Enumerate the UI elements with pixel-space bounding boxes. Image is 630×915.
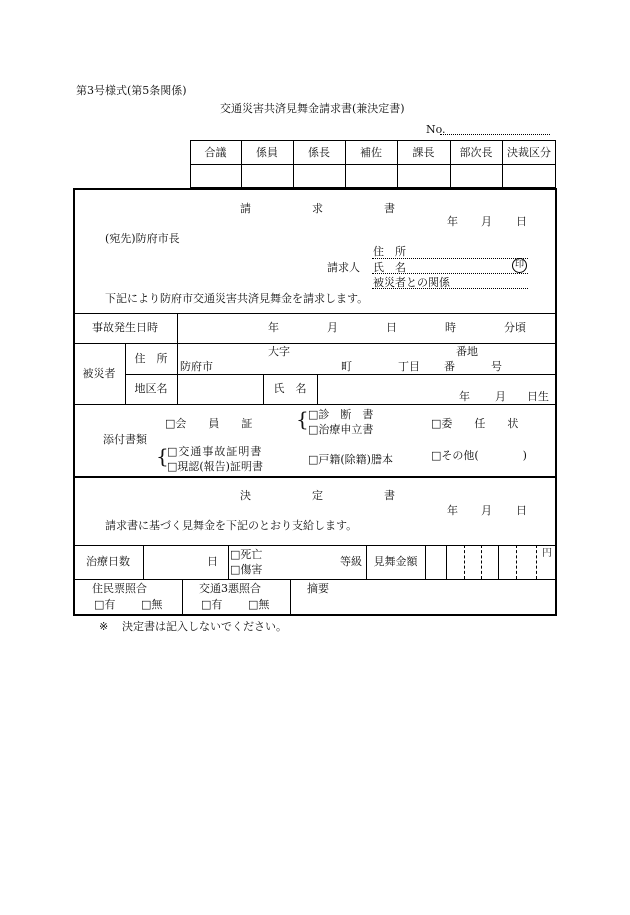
decision-statement: 請求書に基づく見舞金を下記のとおり支給します。 — [105, 519, 358, 532]
amount-digit-line — [464, 545, 465, 579]
victim-city: 防府市 — [180, 360, 213, 373]
grade-label: 等級 — [340, 555, 362, 568]
request-date-month: 月 — [481, 215, 492, 228]
decision-separator — [73, 476, 557, 478]
brace-icon: { — [296, 407, 309, 431]
claimant-name-label: 氏 名 — [373, 261, 406, 274]
attach-treatment-statement[interactable]: □治療申立書 — [308, 423, 374, 436]
footer-mark: ※ — [99, 620, 109, 633]
attach-member-card[interactable]: □会 員 証 — [165, 417, 253, 430]
treatment-day-unit: 日 — [207, 555, 218, 568]
resident-yes[interactable]: □有 — [94, 598, 116, 611]
attachments-label: 添付書類 — [103, 433, 147, 446]
row-line — [73, 545, 557, 546]
resident-no[interactable]: □無 — [141, 598, 163, 611]
victim-chome: 丁目 — [398, 360, 420, 373]
seal-mark: 印 — [512, 258, 527, 273]
victim-go: 号 — [491, 360, 502, 373]
traffic-check-label: 交通3悪照合 — [199, 582, 261, 595]
col-line — [177, 313, 178, 343]
amount-digit-line — [498, 545, 499, 579]
victim-banchi: 番地 — [456, 345, 478, 358]
row-line — [73, 404, 557, 405]
approval-col-kessai: 決裁区分 — [507, 146, 551, 159]
approval-col-hosa: 補佐 — [360, 146, 382, 159]
resident-check-label: 住民票照合 — [92, 582, 147, 595]
brace-icon: { — [156, 444, 169, 468]
decision-heading-2: 定 — [312, 489, 323, 502]
claimant-address-label: 住 所 — [373, 245, 406, 258]
no-label: No. — [426, 123, 446, 136]
accident-hour: 時 — [445, 321, 456, 334]
victim-aza: 大字 — [268, 345, 290, 358]
traffic-yes[interactable]: □有 — [201, 598, 223, 611]
relation-field[interactable] — [372, 288, 528, 289]
injury-option[interactable]: □傷害 — [230, 563, 263, 576]
request-date-day: 日 — [516, 215, 527, 228]
approval-col-kakaricho: 係長 — [308, 146, 330, 159]
no-field[interactable] — [440, 134, 550, 135]
victim-name-label: 氏 名 — [273, 382, 307, 395]
decision-heading-1: 決 — [240, 489, 251, 502]
attach-diagnosis[interactable]: □診 断 書 — [308, 408, 374, 421]
birth-month: 月 — [495, 390, 506, 403]
district-label: 地区名 — [134, 382, 168, 395]
approval-col-gougi: 合議 — [204, 146, 227, 159]
form-title: 交通災害共済見舞金請求書(兼決定書) — [220, 102, 405, 115]
birth-year: 年 — [459, 390, 470, 403]
treatment-days-label: 治療日数 — [86, 555, 130, 568]
decision-date-day: 日 — [516, 504, 527, 517]
attach-family-register[interactable]: □戸籍(除籍)謄本 — [308, 453, 393, 466]
attach-power-of-attorney[interactable]: □委 任 状 — [431, 417, 519, 430]
row-line — [73, 579, 557, 580]
accident-month: 月 — [327, 321, 338, 334]
amount-label: 見舞金額 — [373, 555, 418, 568]
relation-label: 被災者との関係 — [373, 276, 450, 289]
death-option[interactable]: □死亡 — [230, 548, 263, 561]
attach-witness-certificate[interactable]: □現認(報告)証明書 — [167, 460, 263, 473]
yen-label: 円 — [542, 548, 552, 559]
accident-date-label: 事故発生日時 — [92, 321, 158, 334]
claimant-address-field[interactable] — [372, 258, 528, 259]
victim-machi: 町 — [341, 360, 352, 373]
col-line — [425, 545, 426, 579]
approval-col-bujicho: 部次長 — [459, 146, 493, 159]
traffic-no[interactable]: □無 — [248, 598, 270, 611]
amount-digit-line — [516, 545, 517, 579]
addressee: (宛先)防府市長 — [105, 232, 180, 245]
summary-label: 摘要 — [307, 582, 329, 595]
attach-other[interactable]: □その他( ) — [431, 449, 527, 462]
amount-digit-line — [481, 545, 482, 579]
request-heading-1: 請 — [240, 202, 251, 215]
col-line — [228, 545, 229, 579]
decision-date-month: 月 — [481, 504, 492, 517]
col-line — [143, 545, 144, 579]
birth-day: 日生 — [527, 390, 549, 403]
approval-col-kakariin: 係員 — [256, 146, 278, 159]
row-line — [73, 313, 557, 314]
decision-heading-3: 書 — [384, 489, 395, 502]
request-date-year: 年 — [447, 215, 458, 228]
col-line — [290, 579, 291, 616]
decision-date-year: 年 — [447, 504, 458, 517]
approval-col-kacho: 課長 — [412, 146, 435, 159]
form-number: 第3号様式(第5条関係) — [76, 84, 187, 97]
victim-address-label: 住 所 — [134, 352, 168, 365]
amount-digit-line — [446, 545, 447, 579]
accident-year: 年 — [268, 321, 279, 334]
row-line — [125, 374, 557, 375]
victim-ban: 番 — [444, 360, 455, 373]
request-heading-2: 求 — [312, 202, 323, 215]
col-line — [317, 374, 318, 404]
col-line — [182, 579, 183, 616]
claimant-name-field[interactable] — [372, 273, 528, 274]
footer-note: 決定書は記入しないでください。 — [122, 620, 287, 633]
main-form — [73, 188, 557, 616]
claimant-label: 請求人 — [327, 261, 360, 274]
accident-minute: 分頃 — [504, 321, 526, 334]
request-heading-3: 書 — [384, 202, 395, 215]
request-statement: 下記により防府市交通災害共済見舞金を請求します。 — [105, 292, 369, 305]
accident-day: 日 — [386, 321, 397, 334]
row-line — [73, 343, 557, 344]
attach-accident-certificate[interactable]: □交通事故証明書 — [167, 445, 263, 458]
amount-digit-line — [536, 545, 537, 579]
victim-label: 被災者 — [82, 367, 116, 380]
